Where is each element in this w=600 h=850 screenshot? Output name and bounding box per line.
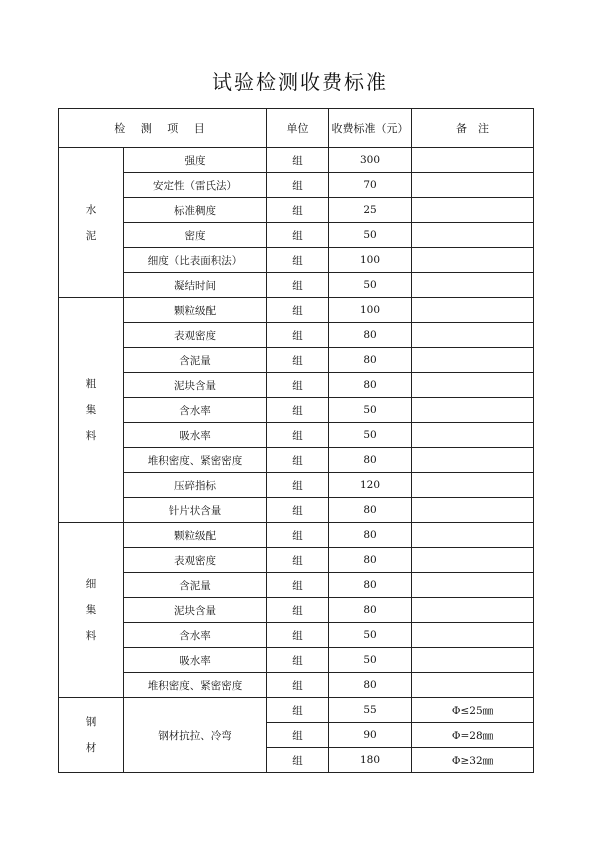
remark-cell bbox=[412, 248, 534, 273]
table-row bbox=[59, 348, 534, 373]
item-cell: 钢材抗拉、冷弯 bbox=[124, 698, 267, 773]
table-row bbox=[59, 498, 534, 523]
item-cell: 安定性（雷氏法） bbox=[124, 173, 267, 198]
remark-cell bbox=[412, 298, 534, 323]
table-row bbox=[59, 423, 534, 448]
unit-cell: 组 bbox=[267, 748, 329, 773]
unit-cell: 组 bbox=[267, 173, 329, 198]
unit-cell: 组 bbox=[267, 623, 329, 648]
table-row bbox=[59, 148, 534, 173]
fee-cell: 80 bbox=[329, 548, 412, 573]
category-cell bbox=[59, 698, 124, 773]
fee-cell: 120 bbox=[329, 473, 412, 498]
table-header-row bbox=[59, 109, 534, 148]
remark-cell bbox=[412, 523, 534, 548]
fee-cell: 50 bbox=[329, 398, 412, 423]
remark-cell bbox=[412, 573, 534, 598]
item-cell: 泥块含量 bbox=[124, 373, 267, 398]
item-cell: 密度 bbox=[124, 223, 267, 248]
remark-cell bbox=[412, 373, 534, 398]
item-cell: 凝结时间 bbox=[124, 273, 267, 298]
unit-cell: 组 bbox=[267, 473, 329, 498]
unit-cell: 组 bbox=[267, 448, 329, 473]
remark-cell bbox=[412, 498, 534, 523]
table-row bbox=[59, 473, 534, 498]
fee-cell: 80 bbox=[329, 573, 412, 598]
unit-cell: 组 bbox=[267, 648, 329, 673]
fee-cell: 100 bbox=[329, 248, 412, 273]
remark-cell bbox=[412, 623, 534, 648]
table-row bbox=[59, 373, 534, 398]
unit-cell: 组 bbox=[267, 198, 329, 223]
unit-cell: 组 bbox=[267, 598, 329, 623]
fee-cell: 80 bbox=[329, 498, 412, 523]
category-cell bbox=[59, 148, 124, 298]
unit-cell: 组 bbox=[267, 323, 329, 348]
unit-cell: 组 bbox=[267, 248, 329, 273]
item-cell: 细度（比表面积法） bbox=[124, 248, 267, 273]
remark-cell bbox=[412, 148, 534, 173]
item-cell: 含水率 bbox=[124, 398, 267, 423]
fee-cell: 300 bbox=[329, 148, 412, 173]
table-row bbox=[59, 198, 534, 223]
table-row bbox=[59, 323, 534, 348]
table-row bbox=[59, 673, 534, 698]
fee-cell: 180 bbox=[329, 748, 412, 773]
unit-cell: 组 bbox=[267, 273, 329, 298]
table-row bbox=[59, 648, 534, 673]
remark-cell: Φ≥32㎜ bbox=[412, 748, 534, 773]
category-cell bbox=[59, 523, 124, 698]
table-row bbox=[59, 523, 534, 548]
remark-cell bbox=[412, 348, 534, 373]
fee-cell: 80 bbox=[329, 323, 412, 348]
unit-cell: 组 bbox=[267, 298, 329, 323]
unit-cell: 组 bbox=[267, 398, 329, 423]
remark-cell bbox=[412, 223, 534, 248]
remark-cell bbox=[412, 198, 534, 223]
fee-cell: 50 bbox=[329, 423, 412, 448]
item-cell: 泥块含量 bbox=[124, 598, 267, 623]
fee-cell: 50 bbox=[329, 223, 412, 248]
category-char: 材 bbox=[85, 742, 97, 754]
remark-cell bbox=[412, 398, 534, 423]
category-char: 钢 bbox=[85, 716, 97, 728]
item-cell: 颗粒级配 bbox=[124, 298, 267, 323]
fee-cell: 70 bbox=[329, 173, 412, 198]
fee-cell: 50 bbox=[329, 273, 412, 298]
remark-cell bbox=[412, 598, 534, 623]
fee-cell: 80 bbox=[329, 523, 412, 548]
item-cell: 堆积密度、紧密密度 bbox=[124, 448, 267, 473]
category-char: 细 bbox=[85, 578, 97, 590]
fee-cell: 80 bbox=[329, 673, 412, 698]
remark-cell: Φ=28㎜ bbox=[412, 723, 534, 748]
unit-cell: 组 bbox=[267, 573, 329, 598]
category-char: 集 bbox=[85, 604, 97, 616]
table-row bbox=[59, 698, 534, 723]
remark-cell bbox=[412, 273, 534, 298]
unit-cell: 组 bbox=[267, 673, 329, 698]
item-cell: 表观密度 bbox=[124, 548, 267, 573]
item-cell: 含泥量 bbox=[124, 573, 267, 598]
fee-cell: 50 bbox=[329, 623, 412, 648]
table-row bbox=[59, 298, 534, 323]
category-char: 料 bbox=[85, 430, 97, 442]
fee-cell: 80 bbox=[329, 448, 412, 473]
item-cell: 吸水率 bbox=[124, 648, 267, 673]
fee-cell: 25 bbox=[329, 198, 412, 223]
table-row bbox=[59, 448, 534, 473]
header-unit: 单位 bbox=[267, 109, 329, 148]
unit-cell: 组 bbox=[267, 548, 329, 573]
header-fee: 收费标准（元） bbox=[329, 109, 412, 148]
remark-cell bbox=[412, 648, 534, 673]
unit-cell: 组 bbox=[267, 223, 329, 248]
unit-cell: 组 bbox=[267, 348, 329, 373]
fee-cell: 55 bbox=[329, 698, 412, 723]
remark-cell bbox=[412, 473, 534, 498]
table-row bbox=[59, 273, 534, 298]
table-row bbox=[59, 398, 534, 423]
item-cell: 含水率 bbox=[124, 623, 267, 648]
category-char: 泥 bbox=[85, 229, 97, 242]
unit-cell: 组 bbox=[267, 523, 329, 548]
item-cell: 针片状含量 bbox=[124, 498, 267, 523]
item-cell: 表观密度 bbox=[124, 323, 267, 348]
remark-cell bbox=[412, 548, 534, 573]
remark-cell: Φ≤25㎜ bbox=[412, 698, 534, 723]
item-cell: 压碎指标 bbox=[124, 473, 267, 498]
category-char: 粗 bbox=[85, 378, 97, 390]
unit-cell: 组 bbox=[267, 698, 329, 723]
category-char: 集 bbox=[85, 404, 97, 416]
category-char: 料 bbox=[85, 630, 97, 642]
table-row bbox=[59, 248, 534, 273]
remark-cell bbox=[412, 323, 534, 348]
remark-cell bbox=[412, 173, 534, 198]
unit-cell: 组 bbox=[267, 498, 329, 523]
unit-cell: 组 bbox=[267, 373, 329, 398]
fee-cell: 80 bbox=[329, 598, 412, 623]
fee-cell: 80 bbox=[329, 348, 412, 373]
item-cell: 强度 bbox=[124, 148, 267, 173]
fee-table bbox=[58, 108, 534, 773]
fee-cell: 100 bbox=[329, 298, 412, 323]
category-char: 水 bbox=[85, 203, 97, 216]
fee-cell: 50 bbox=[329, 648, 412, 673]
table-row bbox=[59, 173, 534, 198]
header-remark: 备 注 bbox=[412, 109, 534, 148]
page-title: 试验检测收费标准 bbox=[212, 70, 388, 94]
unit-cell: 组 bbox=[267, 148, 329, 173]
item-cell: 堆积密度、紧密密度 bbox=[124, 673, 267, 698]
remark-cell bbox=[412, 673, 534, 698]
unit-cell: 组 bbox=[267, 723, 329, 748]
category-cell bbox=[59, 298, 124, 523]
item-cell: 颗粒级配 bbox=[124, 523, 267, 548]
table-row bbox=[59, 623, 534, 648]
table-row bbox=[59, 598, 534, 623]
item-cell: 吸水率 bbox=[124, 423, 267, 448]
item-cell: 含泥量 bbox=[124, 348, 267, 373]
table-row bbox=[59, 223, 534, 248]
table-row bbox=[59, 573, 534, 598]
remark-cell bbox=[412, 448, 534, 473]
fee-cell: 80 bbox=[329, 373, 412, 398]
unit-cell: 组 bbox=[267, 423, 329, 448]
item-cell: 标准稠度 bbox=[124, 198, 267, 223]
remark-cell bbox=[412, 423, 534, 448]
header-item: 检 测 项 目 bbox=[59, 109, 267, 148]
table-row bbox=[59, 548, 534, 573]
fee-cell: 90 bbox=[329, 723, 412, 748]
